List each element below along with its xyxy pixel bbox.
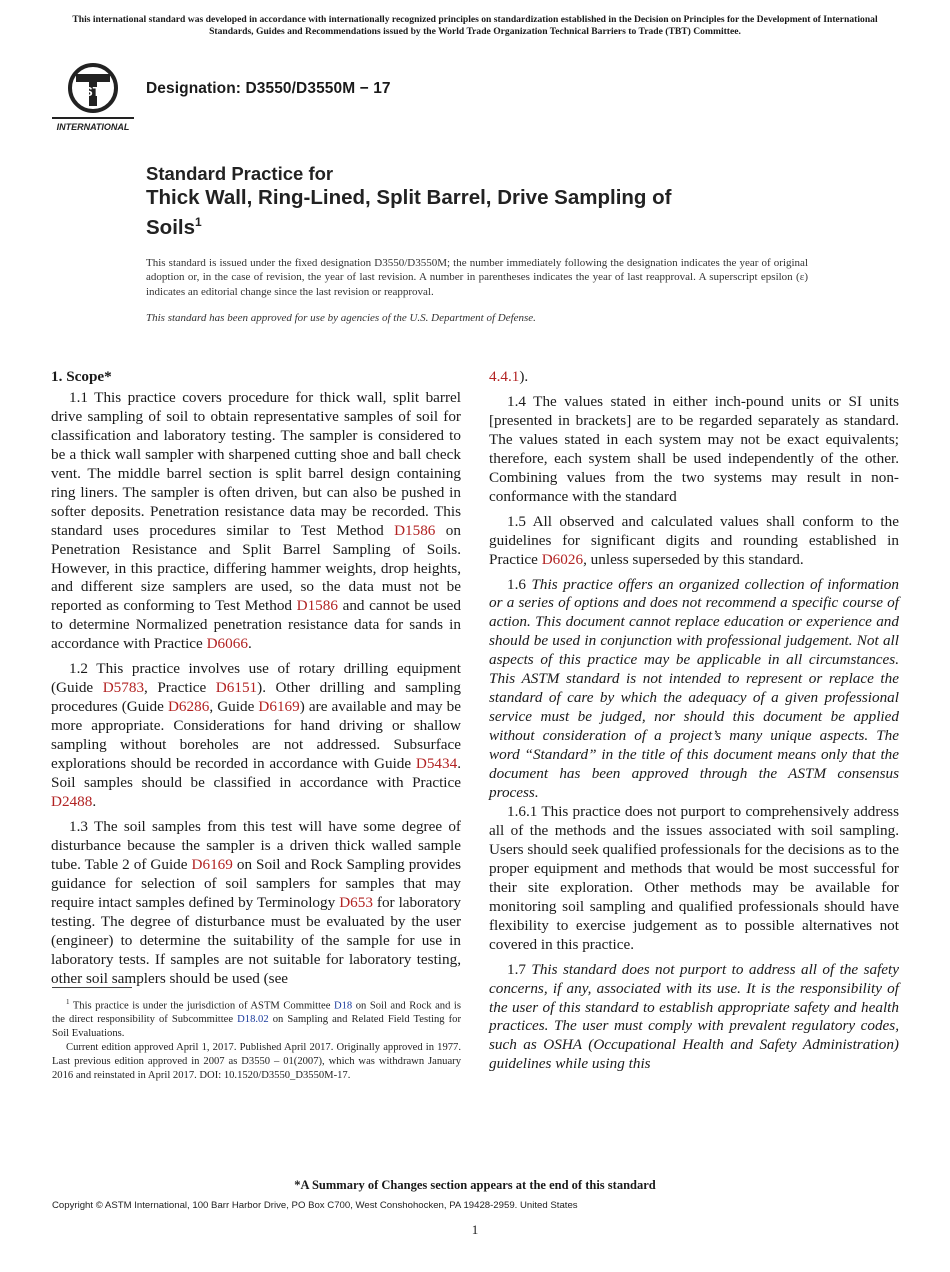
right-column	[489, 368, 899, 1080]
link-d6026[interactable]: D6026	[541, 550, 584, 568]
document-title	[146, 162, 866, 240]
link-d6066[interactable]: D6066	[206, 635, 248, 653]
left-column	[51, 368, 461, 989]
international-standard-notice: This international standard was developed in accordance with internationally recognized principles on standardization established in the Decision on Principles for the Development of International Standards, Guides and Recommendations issued by the World Trade Organization Technical Barriers to Trade (TBT) Committee.	[72, 14, 878, 37]
astm-logo-mark	[52, 60, 134, 134]
link-d1586[interactable]: D1586	[394, 521, 436, 539]
link-d18[interactable]: D18	[333, 1000, 353, 1012]
link-d6169[interactable]: D6169	[258, 698, 300, 716]
summary-of-changes-note: *A Summary of Changes section appears at the end of this standard	[294, 1178, 656, 1192]
title-line-3: Soils$^1$	[146, 215, 202, 239]
link-d6151[interactable]: D6151	[215, 679, 258, 697]
paragraph-1-3-part-1: 1.3 The soil samples from this test will have some degree of disturbance because the sampler is a driven thick walled sample tube. Table 2 of Guide D6169 on Soil and Rock Sampling provides guidance for selection of soil samplers for samples that may require intact samples defined by Terminology D653 for laboratory testing. The degree of disturbance must be evaluated by the user (engineer) to determine the suitability of the sample for use in laboratory tests. If samples are not suitable for laboratory testing, other soil samplers should be used (see	[51, 817, 461, 987]
title-line-2: Thick Wall, Ring-Lined, Split Barrel, Drive Sampling of	[146, 186, 672, 209]
link-4-4-1[interactable]: 4.4.1	[489, 368, 520, 385]
link-d2488[interactable]: D2488	[51, 792, 93, 810]
link-d6286[interactable]: D6286	[167, 698, 210, 716]
footnotes	[52, 996, 461, 1083]
link-d653[interactable]: D653	[339, 893, 373, 911]
logo-subtext: INTERNATIONAL	[56, 122, 130, 132]
approved-statement: This standard has been approved for use by agencies of the U.S. Department of Defense.	[146, 312, 536, 324]
footnote-divider	[52, 987, 132, 988]
link-d6169-2[interactable]: D6169	[191, 855, 233, 873]
link-d5783[interactable]: D5783	[102, 679, 145, 697]
footnote-1: $^1$ This practice is under the jurisdiction of ASTM Committee D18 on Soil and Rock and is the direct responsibility of Subcommittee D18.02 on Sampling and Related Field Testing for Soil Evaluations.	[52, 998, 461, 1040]
section-heading-scope: 1. Scope*	[51, 368, 112, 385]
paragraph-1-6-1: 1.6.1 This practice does not purport to comprehensively address all of the methods and the issues associated with soil sampling. Users should seek qualified professionals for the decisions as to the proper equipment and methods that would be most successful for their site exploration. Other methods may be available for monitoring soil sampling and qualified professionals should have flexibility to exercise judgement as to possible alternatives not covered in this practice.	[489, 802, 899, 953]
link-d1586-2[interactable]: D1586	[296, 597, 338, 615]
link-d18-02[interactable]: D18.02	[237, 1014, 269, 1026]
copyright: Copyright © ASTM International, 100 Barr Harbor Drive, PO Box C700, West Conshohocken, PA 19428-2959. United States	[52, 1200, 578, 1211]
paragraph-1-7: 1.7 This standard does not purport to address all of the safety concerns, if any, associated with its use. It is the responsibility of the user of this standard to establish appropriate safety and health practices. The user must comply with prevalent regulatory codes, such as OSHA (Occupational Health and Safety Administration) guidelines while using this	[489, 960, 900, 1073]
paragraph-1-1: 1.1 This practice covers procedure for thick wall, split barrel drive sampling of soil to obtain representative samples of soil for classification and laboratory testing. The sampler is considered to be a thick wall sampler with sharpened cutting shoe and ball check vent. The middle barrel section is split barrel design containing ring liners. The sampler is often driven, but can also be pushed in softer deposits. Penetration resistance data may be recorded. This standard uses procedures similar to Test Method D1586 on Penetration Resistance and Split Barrel Sampling of Soils. However, in this practice, differing hammer weights, drop heights, and different size samplers are used, so the data must not be reported as conforming to Test Method D1586 and cannot be used to determine Normalized penetration resistance data for sands in accordance with Practice D6066.	[51, 388, 461, 653]
paragraph-1-5: 1.5 All observed and calculated values shall conform to the guidelines for significant digits and rounding established in Practice D6026, unless superseded by this standard.	[489, 512, 899, 568]
issue-statement: This standard is issued under the fixed designation D3550/D3550M; the number immediately following the designation indicates the year of original adoption or, in the case of revision, the year of last revision. A number in parentheses indicates the year of last reapproval. A superscript epsilon (ε) indicates an editorial change since the last revision or reapproval.	[146, 257, 808, 298]
link-d5434[interactable]: D5434	[415, 755, 458, 773]
paragraph-1-2: 1.2 This practice involves use of rotary drilling equipment (Guide D5783, Practice D6151). Other drilling and sampling procedures (Guide D6286, Guide D6169) are available and may be more appropriate. Considerations for hand driving or shallow sampling without boreholes are not addressed. Subsurface explorations should be recorded in accordance with Guide D5434. Soil samples should be classified in accordance with Practice D2488.	[51, 660, 461, 810]
paragraph-1-3-part-2: 4.4.1).	[489, 368, 529, 385]
paragraph-1-6: 1.6 This practice offers an organized collection of information or a series of options and does not recommend a specific course of action. This document cannot replace education or experience and should be used in conjunction with professional judgement. Not all aspects of this practice may be applicable in all circumstances. This ASTM standard is not intended to represent or replace the standard of care by which the adequacy of a given professional service must be judged, nor should this document be applied without consideration of a project’s many unique aspects. The word “Standard” in the title of this document means only that the document has been approved through the ASTM consensus process.	[489, 575, 899, 802]
footnote-edition: Current edition approved April 1, 2017. Published April 2017. Originally approved in 1977. Last previous edition approved in 2007 as D3550 – 01(2007), which was withdrawn January 2016 and reinstated in April 2017. DOI: 10.1520/D3550_D3550M-17.	[52, 1042, 461, 1082]
paragraph-1-4: 1.4 The values stated in either inch-pound units or SI units [presented in brackets] are to be regarded separately as standard. The values stated in each system may not be exact equivalents; therefore, each system shall be used independently of the other. Combining values from the two systems may result in non-conformance with the standard	[489, 392, 899, 505]
astm-logo	[52, 60, 134, 134]
title-footnote-mark[interactable]: 1	[195, 215, 202, 229]
designation: Designation: D3550/D3550M − 17	[146, 80, 391, 97]
title-line-1: Standard Practice for	[146, 163, 334, 184]
logo-text: ASTM	[74, 84, 112, 99]
page-number: 1	[471, 1222, 479, 1237]
